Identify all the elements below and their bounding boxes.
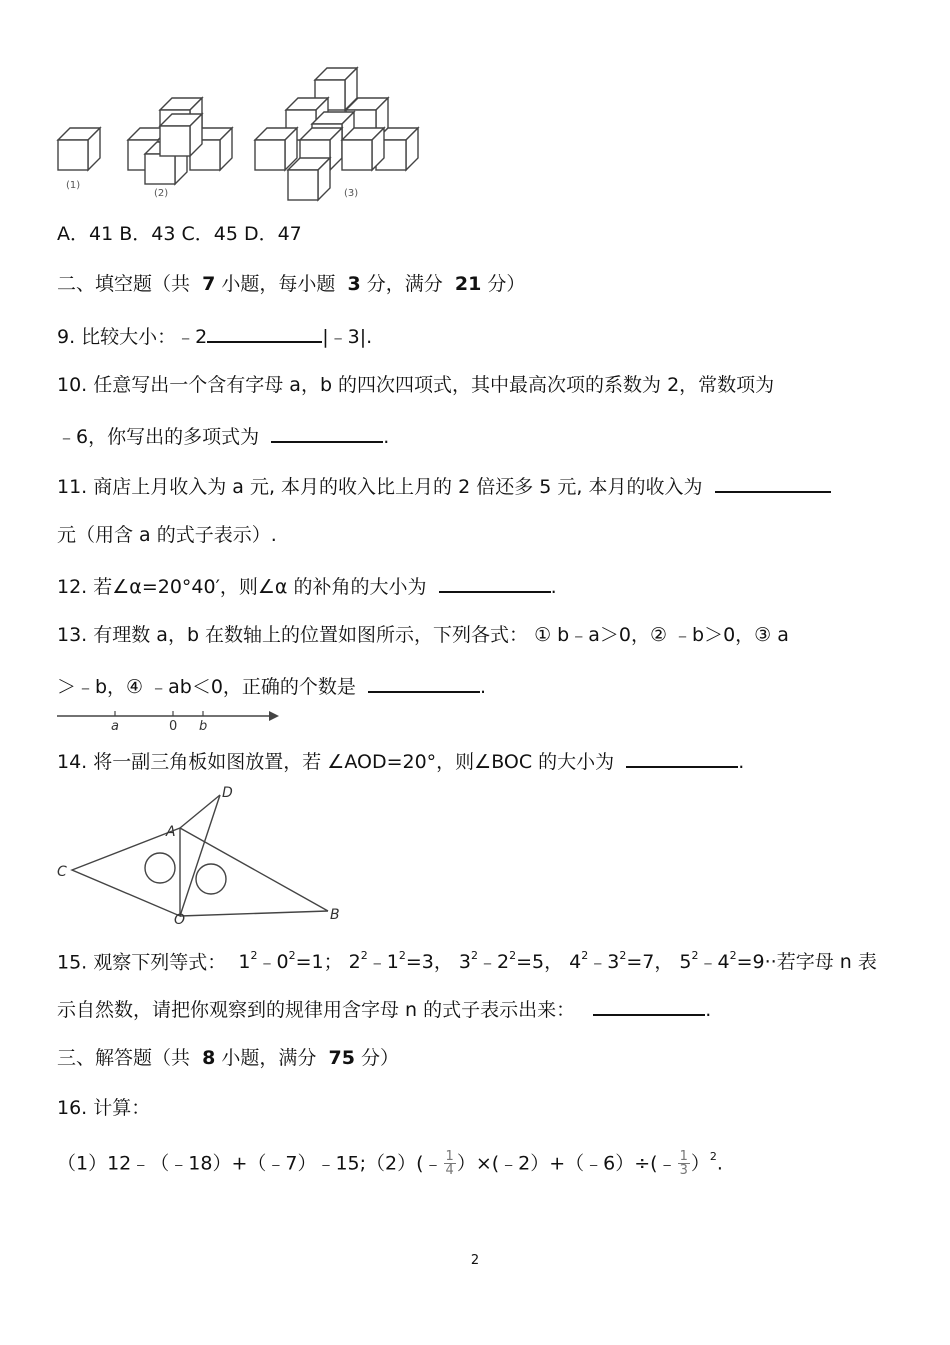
answer-blank-9[interactable] <box>207 323 322 343</box>
triangle-figure <box>50 780 350 930</box>
axis-label-a: a <box>111 719 119 732</box>
question-11-line2: 元（用含 a 的式子表示）. <box>57 524 277 546</box>
caption-3: (3) <box>344 188 359 199</box>
equation-5: $5^2﹣4^2=9\cdot\cdot$若字母 n 表 <box>679 949 877 974</box>
question-15-line1: 15. 观察下列等式： $1^2﹣0^2=1$； $2^2﹣1^2=3$， $3^2﹣2^2=5$， $4^2﹣3^2=7$， $5^2﹣4^2=9\cdot\cdot$若字母 n 表 <box>57 949 877 974</box>
answer-blank-11[interactable] <box>715 473 831 493</box>
cube <box>342 128 384 170</box>
question-14: 14. 将一副三角板如图放置，若 ∠AOD=20°，则∠BOC 的大小为 . <box>57 748 744 774</box>
answer-blank-12[interactable] <box>439 573 551 593</box>
question-10-line2: ﹣6，你写出的多项式为 . <box>57 423 389 449</box>
answer-blank-10[interactable] <box>271 423 383 443</box>
section2-heading: 二、填空题（共 7 小题，每小题 3 分，满分 21 分） <box>57 273 526 295</box>
number-line-figure <box>55 702 295 732</box>
caption-1: (1) <box>66 180 81 191</box>
section3-heading: 三、解答题（共 8 小题，满分 75 分） <box>57 1047 400 1069</box>
cube-stack-figure <box>50 62 430 202</box>
cube <box>58 128 100 170</box>
equation-4: $4^2﹣3^2=7$， <box>569 949 674 974</box>
equation-1: $1^2﹣0^2=1$； <box>238 949 343 974</box>
point-label-d: D <box>222 785 233 801</box>
cube <box>160 114 202 156</box>
answer-blank-13[interactable] <box>368 673 480 693</box>
question-13-line1: 13. 有理数 a，b 在数轴上的位置如图所示，下列各式： ① b﹣a＞0，② ﹣b＞0，③ a <box>57 624 789 646</box>
question-11-line1: 11. 商店上月收入为 a 元, 本月的收入比上月的 2 倍还多 5 元, 本月的收入为 <box>57 473 831 499</box>
fraction-one-quarter: $\frac{1}{4}$ <box>445 1149 454 1179</box>
question-12: 12. 若∠α=20°40′，则∠α 的补角的大小为 . <box>57 573 557 599</box>
question-13-line2: ＞﹣b，④ ﹣ab＜0，正确的个数是 . <box>57 673 486 699</box>
cube <box>288 158 330 200</box>
answer-blank-14[interactable] <box>626 748 738 768</box>
axis-label-0: 0 <box>169 719 178 732</box>
point-label-a: A <box>166 824 176 840</box>
fraction-one-third: $\frac{1}{3}$ <box>679 1149 688 1179</box>
caption-2: (2) <box>154 188 169 199</box>
question-9: 9. 比较大小：﹣2 |﹣3|. <box>57 323 372 349</box>
point-label-o: O <box>174 912 186 928</box>
question-15-line2: 示自然数，请把你观察到的规律用含字母 n 的式子表示出来： . <box>57 996 711 1022</box>
point-label-c: C <box>57 864 67 880</box>
equation-3: $3^2﹣2^2=5$， <box>458 949 564 974</box>
equation-2: $2^2﹣1^2=3$， <box>348 949 453 974</box>
q8-options: A．41 B．43 C．45 D．47 <box>57 223 302 245</box>
question-16-title: 16. 计算： <box>57 1097 151 1119</box>
axis-label-b: b <box>199 719 208 732</box>
cube <box>255 128 297 170</box>
question-10-line1: 10. 任意写出一个含有字母 a，b 的四次四项式，其中最高次项的系数为 2，常数项为 <box>57 374 775 396</box>
question-16-expressions: （1）12﹣（﹣18）+（﹣7）﹣15;（2）(﹣ $\frac{1}{4}$ ）×(﹣2）+（﹣6）÷(﹣ $\frac{1}{3}$ ）$^2$. <box>57 1149 723 1179</box>
point-label-b: B <box>330 907 340 923</box>
page-number: 2 <box>470 1253 480 1268</box>
answer-blank-15[interactable] <box>593 996 705 1016</box>
